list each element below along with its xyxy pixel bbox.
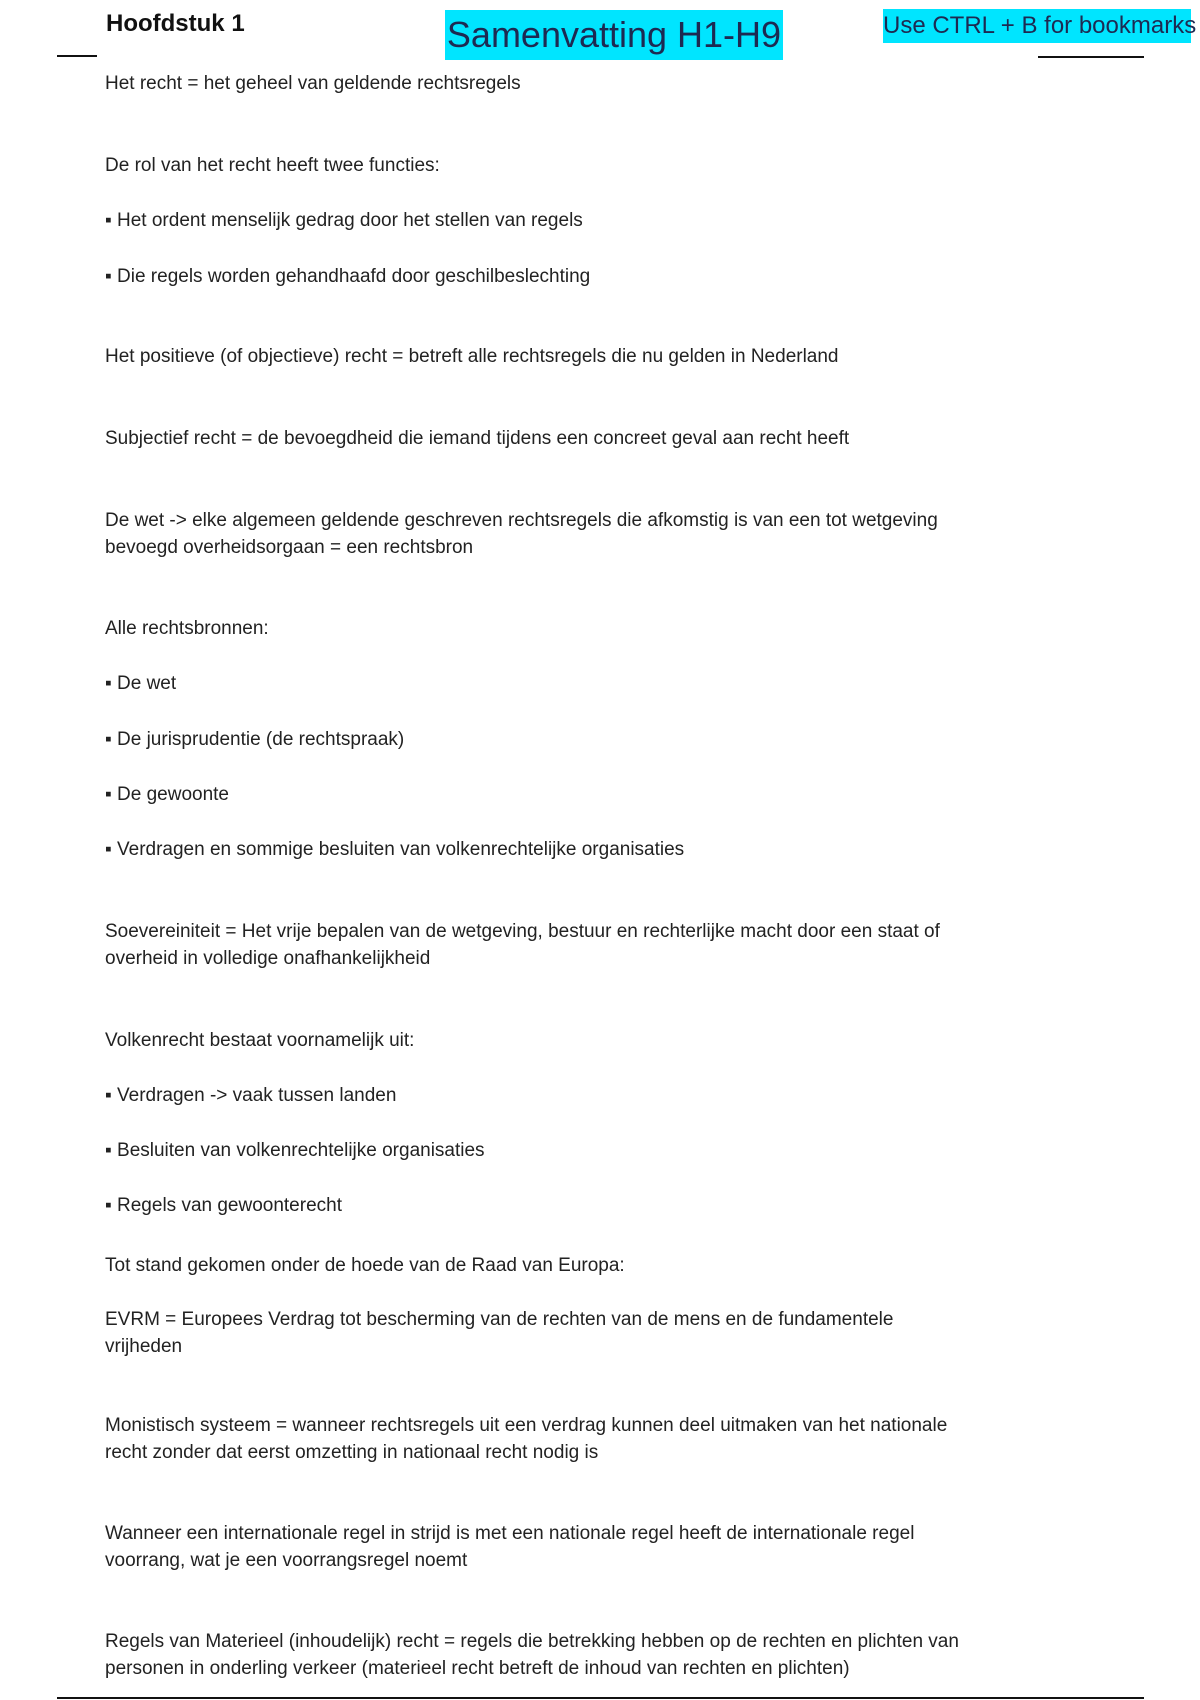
paragraph-rol-van-recht: De rol van het recht heeft twee functies: xyxy=(105,155,440,176)
chapter-heading: Hoofdstuk 1 xyxy=(106,10,245,37)
bullet-item: ▪ De wet xyxy=(105,670,1035,697)
footer-rule xyxy=(57,1697,1144,1699)
bookmark-hint: Use CTRL + B for bookmarks xyxy=(883,9,1191,43)
bullet-item: ▪ Die regels worden gehandhaafd door geschilbeslechting xyxy=(105,263,1035,290)
paragraph-soevereiniteit: Soevereiniteit = Het vrije bepalen van de wetgeving, bestuur en rechterlijke macht door een staat of overheid in volledige onafhankelijkheid xyxy=(105,921,940,969)
paragraph-subjectief-recht: Subjectief recht = de bevoegdheid die iemand tijdens een concreet geval aan recht heeft xyxy=(105,428,850,449)
paragraph-recht-definitie: Het recht = het geheel van geldende rechtsregels xyxy=(105,73,521,94)
paragraph-raad-van-europa: Tot stand gekomen onder de hoede van de Raad van Europa: xyxy=(105,1255,625,1276)
bullet-item: ▪ Verdragen -> vaak tussen landen xyxy=(105,1082,1035,1109)
paragraph-volkenrecht: Volkenrecht bestaat voornamelijk uit: xyxy=(105,1030,415,1051)
paragraph-voorrangsregel: Wanneer een internationale regel in strijd is met een nationale regel heeft de internationale regel voorrang, wat je een voorrangsregel noemt xyxy=(105,1523,915,1571)
paragraph-evrm: EVRM = Europees Verdrag tot bescherming van de rechten van de mens en de fundamentele vrijheden xyxy=(105,1309,894,1357)
bullet-item: ▪ De jurisprudentie (de rechtspraak) xyxy=(105,726,1035,753)
bullet-item: ▪ Regels van gewoonterecht xyxy=(105,1192,1035,1219)
paragraph-materieel-recht: Regels van Materieel (inhoudelijk) recht = regels die betrekking hebben op de rechten en plichten van personen in onderling verkeer (materieel recht betreft de inhoud van rechten en plichten) xyxy=(105,1631,959,1679)
bullet-item: ▪ Het ordent menselijk gedrag door het stellen van regels xyxy=(105,207,1035,234)
bullet-item: ▪ De gewoonte xyxy=(105,781,1035,808)
paragraph-rechtsbronnen: Alle rechtsbronnen: xyxy=(105,618,269,639)
document-title: Samenvatting H1-H9 xyxy=(445,10,783,60)
paragraph-positieve-recht: Het positieve (of objectieve) recht = betreft alle rechtsregels die nu gelden in Nederland xyxy=(105,346,839,367)
paragraph-de-wet: De wet -> elke algemeen geldende geschreven rechtsregels die afkomstig is van een tot wetgeving bevoegd overheidsorgaan = een rechtsbron xyxy=(105,510,938,558)
header-rule-left xyxy=(57,55,97,57)
header-rule-right xyxy=(1038,56,1144,58)
paragraph-monistisch-systeem: Monistisch systeem = wanneer rechtsregels uit een verdrag kunnen deel uitmaken van het nationale recht zonder dat eerst omzetting in nationaal recht nodig is xyxy=(105,1415,948,1463)
bullet-item: ▪ Besluiten van volkenrechtelijke organisaties xyxy=(105,1137,1035,1164)
bullet-item: ▪ Verdragen en sommige besluiten van volkenrechtelijke organisaties xyxy=(105,836,1035,863)
